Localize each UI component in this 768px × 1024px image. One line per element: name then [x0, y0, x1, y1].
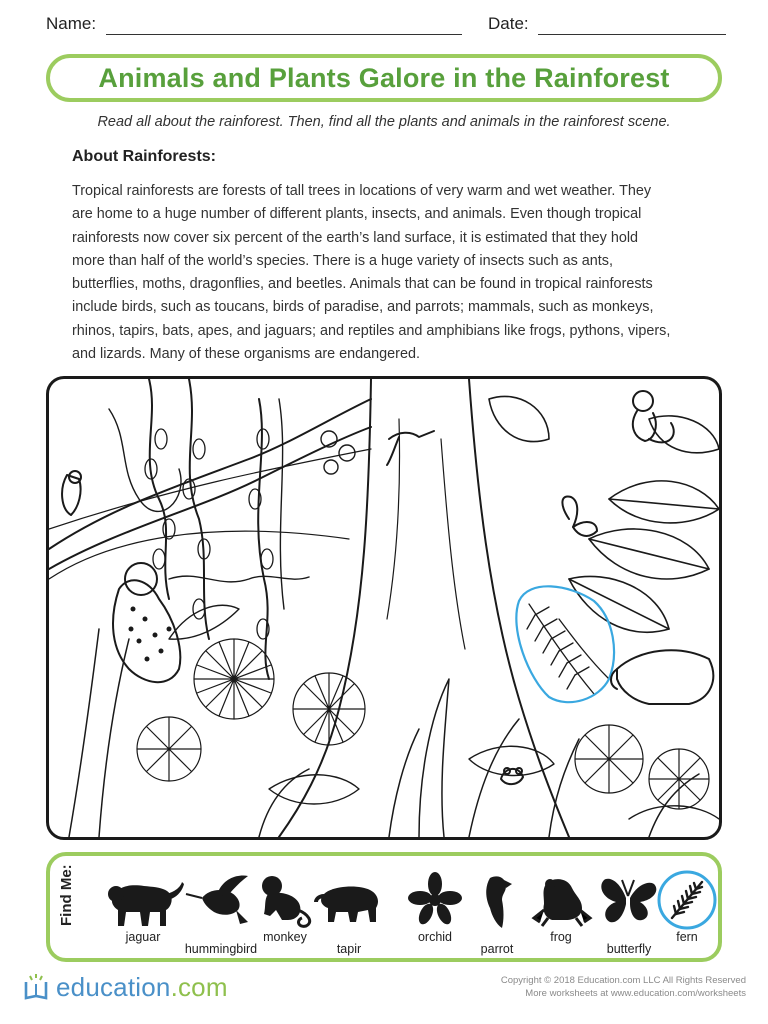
logo-name: education	[56, 971, 171, 1002]
find-item-tapir[interactable]	[306, 856, 392, 958]
text-line: rhinos, tapirs, bats, apes, and jaguars; and reptiles and amphibians like frogs, pythons, vipers,	[72, 322, 671, 339]
find-item-label: hummingbird	[184, 942, 258, 956]
name-label: Name:	[46, 14, 97, 33]
fern-circle	[516, 586, 614, 702]
find-item-label: fern	[676, 930, 698, 944]
worksheet-title: Animals and Plants Galore in the Rainforest	[98, 62, 670, 93]
text-line: include birds, such as toucans, birds of paradise, and parrots; mammals, such as monkeys,	[72, 299, 654, 316]
scene-illustration	[49, 379, 719, 837]
logo-text	[56, 972, 228, 1003]
name-field[interactable]	[106, 34, 462, 35]
jaguar-icon	[100, 870, 186, 930]
date-label: Date:	[488, 14, 529, 33]
copyright-text: Copyright © 2018 Education.com LLC All Rights Reserved	[500, 975, 746, 986]
find-item-label: tapir	[336, 942, 362, 956]
fern-icon	[644, 870, 730, 930]
text-line: more than half of the world’s species. There is a huge variety of insects such as ants,	[72, 252, 613, 269]
education-logo[interactable]	[22, 970, 228, 1004]
text-line: are home to a huge number of different plants, insects, and animals. Even though tropical	[72, 206, 642, 223]
text-line: Tropical rainforests are forests of tall trees in locations of very warm and wet weather. They	[72, 183, 652, 199]
tapir-icon	[306, 870, 392, 930]
find-item-label: parrot	[480, 942, 514, 956]
section-heading: About Rainforests:	[72, 148, 216, 165]
text-line: rainforests now cover six percent of the earth’s land surface, it is estimated that they hold	[72, 229, 639, 246]
title-banner	[46, 54, 722, 102]
copyright-block	[501, 974, 746, 1000]
find-item-label: monkey	[263, 930, 307, 944]
instructions: Read all about the rainforest. Then, find all the plants and animals in the rainforest scene.	[97, 114, 671, 130]
find-item-label: jaguar	[125, 930, 161, 944]
rainforest-scene[interactable]	[46, 376, 722, 840]
find-me-label: Find Me:	[58, 864, 75, 926]
about-text	[72, 180, 712, 366]
logo-suffix: .com	[170, 971, 228, 1002]
date-field[interactable]	[538, 34, 726, 35]
find-item-label: butterfly	[606, 942, 652, 956]
text-line: and lizards. Many of these organisms are endangered.	[72, 346, 420, 363]
find-item-fern[interactable]	[644, 856, 730, 958]
find-item-label: frog	[550, 930, 572, 944]
find-item-jaguar[interactable]	[100, 856, 186, 958]
book-icon	[22, 972, 52, 1002]
text-line: butterflies, moths, dragonflies, and beetles. Animals that can be found in tropical rainforests	[72, 276, 653, 293]
find-me-panel	[46, 852, 722, 962]
more-worksheets-link[interactable]: More worksheets at www.education.com/worksheets	[525, 988, 746, 999]
find-item-label: orchid	[417, 930, 453, 944]
